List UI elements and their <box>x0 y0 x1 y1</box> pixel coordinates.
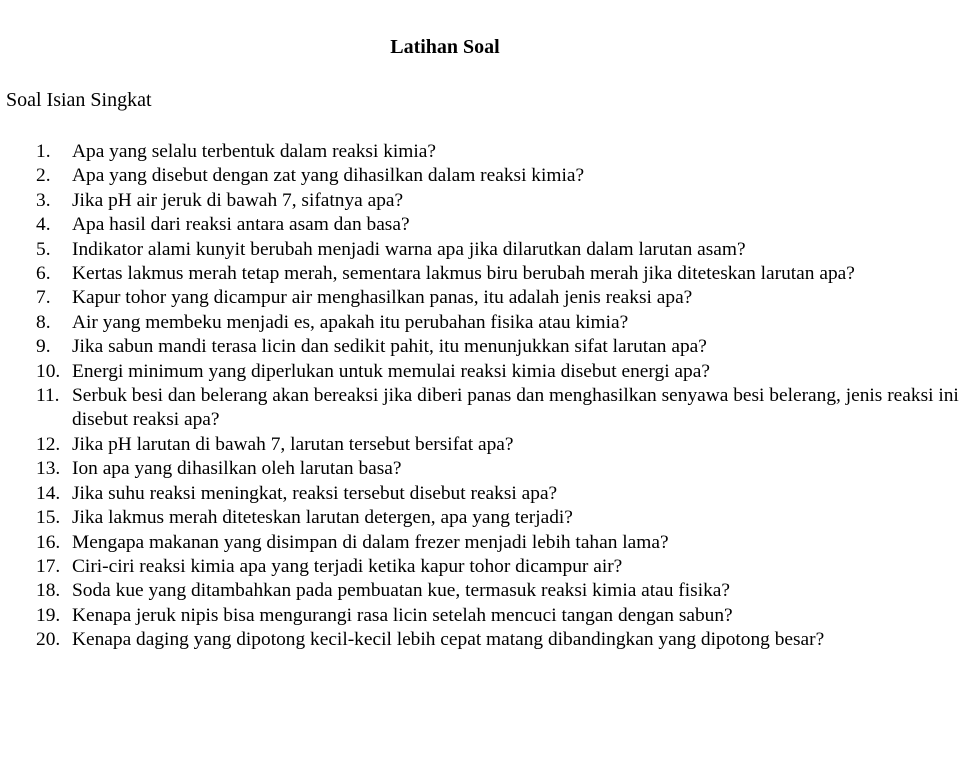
question-text: Ion apa yang dihasilkan oleh larutan basa? <box>72 458 402 480</box>
question-item <box>0 140 960 164</box>
question-text: Apa yang selalu terbentuk dalam reaksi kimia? <box>72 141 436 162</box>
question-item <box>0 311 960 335</box>
question-text: Jika lakmus merah diteteskan larutan detergen, apa yang terjadi? <box>72 507 573 529</box>
page-title: Latihan Soal <box>390 36 500 58</box>
question-number: 2. <box>36 165 51 187</box>
question-item <box>0 360 960 384</box>
question-item <box>0 213 960 237</box>
question-number: 11. <box>36 385 60 407</box>
question-text: Serbuk besi dan belerang akan bereaksi jika diberi panas dan menghasilkan senyawa besi belerang, jenis reaksi ini disebut reaksi apa? <box>72 385 959 431</box>
question-number: 14. <box>36 482 61 504</box>
question-number: 6. <box>36 263 51 285</box>
question-number: 8. <box>36 311 51 333</box>
question-number: 16. <box>36 531 61 553</box>
question-text: Energi minimum yang diperlukan untuk memulai reaksi kimia disebut energi apa? <box>72 360 710 382</box>
question-number: 1. <box>36 141 51 162</box>
question-number: 17. <box>36 555 61 577</box>
question-text: Air yang membeku menjadi es, apakah itu perubahan fisika atau kimia? <box>72 311 629 333</box>
question-number: 5. <box>36 238 51 260</box>
question-item <box>0 506 960 530</box>
question-item <box>0 384 960 433</box>
question-text: Ciri-ciri reaksi kimia apa yang terjadi ketika kapur tohor dicampur air? <box>72 555 623 577</box>
question-text: Jika sabun mandi terasa licin dan sedikit pahit, itu menunjukkan sifat larutan apa? <box>72 336 707 358</box>
question-number: 7. <box>36 287 51 309</box>
question-item <box>0 262 960 286</box>
question-text: Apa hasil dari reaksi antara asam dan basa? <box>72 214 410 236</box>
question-text: Jika pH air jeruk di bawah 7, sifatnya apa? <box>72 189 404 211</box>
question-number: 3. <box>36 189 51 211</box>
question-text: Jika suhu reaksi meningkat, reaksi tersebut disebut reaksi apa? <box>72 482 558 504</box>
question-number: 18. <box>36 580 61 602</box>
question-item <box>0 164 960 188</box>
section-heading: Soal Isian Singkat <box>6 89 152 111</box>
question-item <box>0 335 960 359</box>
question-item <box>0 189 960 213</box>
question-text: Kertas lakmus merah tetap merah, sementara lakmus biru berubah merah jika diteteskan larutan apa? <box>72 263 855 285</box>
question-text: Jika pH larutan di bawah 7, larutan tersebut bersifat apa? <box>72 433 514 455</box>
question-text: Kapur tohor yang dicampur air menghasilkan panas, itu adalah jenis reaksi apa? <box>72 287 693 309</box>
question-text: Mengapa makanan yang disimpan di dalam frezer menjadi lebih tahan lama? <box>72 531 669 553</box>
question-item <box>0 238 960 262</box>
question-text: Soda kue yang ditambahkan pada pembuatan kue, termasuk reaksi kimia atau fisika? <box>72 580 730 602</box>
question-text: Indikator alami kunyit berubah menjadi warna apa jika dilarutkan dalam larutan asam? <box>72 238 746 260</box>
question-item <box>0 604 960 628</box>
question-number: 15. <box>36 507 61 529</box>
question-text: Kenapa jeruk nipis bisa mengurangi rasa licin setelah mencuci tangan dengan sabun? <box>72 604 733 626</box>
question-number: 9. <box>36 336 51 358</box>
question-number: 13. <box>36 458 61 480</box>
question-item <box>0 286 960 310</box>
question-item <box>0 457 960 481</box>
question-item <box>0 482 960 506</box>
question-item <box>0 433 960 457</box>
question-item <box>0 555 960 579</box>
question-item <box>0 531 960 555</box>
question-text: Apa yang disebut dengan zat yang dihasilkan dalam reaksi kimia? <box>72 165 585 187</box>
question-list <box>0 140 960 653</box>
question-number: 20. <box>36 629 61 651</box>
question-item <box>0 628 960 652</box>
question-number: 12. <box>36 433 61 455</box>
question-item <box>0 579 960 603</box>
question-text: Kenapa daging yang dipotong kecil-kecil lebih cepat matang dibandingkan yang dipotong besar? <box>72 629 825 651</box>
question-number: 4. <box>36 214 51 236</box>
question-number: 19. <box>36 604 61 626</box>
question-number: 10. <box>36 360 61 382</box>
